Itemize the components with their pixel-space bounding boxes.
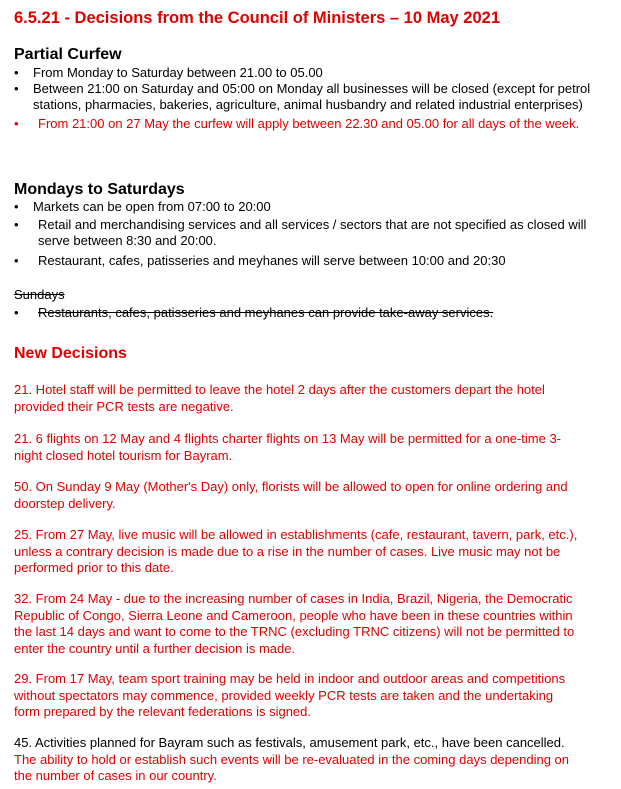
list-item: • Between 21:00 on Saturday and 05:00 on Monday all businesses will be closed (except for petrol stations, pharmacies, bakeries, agriculture, animal husbandry and related industrial enterprises) [14, 81, 591, 112]
new-decisions-title: New Decisions [14, 345, 127, 362]
mon-sat-title: Mondays to Saturdays [14, 181, 185, 198]
bullet-icon: • [14, 65, 19, 80]
page-title: 6.5.21 - Decisions from the Council of Ministers – 10 May 2021 [14, 9, 501, 27]
bullet-icon: • [14, 305, 19, 320]
decision-paragraph: 21. 6 flights on 12 May and 4 flights charter flights on 13 May will be permitted for a one-time 3-night closed hotel tourism for Bayram. [14, 431, 561, 463]
bullet-icon: • [14, 217, 19, 232]
list-item: • From Monday to Saturday between 21.00 to 05.00 [14, 65, 323, 80]
decision-text-black: 45. Activities planned for Bayram such as festivals, amusement park, etc., have been cancelled. [14, 735, 565, 750]
bullet-icon: • [14, 116, 19, 131]
decision-paragraph: 21. Hotel staff will be permitted to leave the hotel 2 days after the customers depart the hotel provided their PCR tests are negative. [14, 382, 545, 414]
new-decisions-title-wrap [14, 344, 601, 363]
decision-text-red: The ability to hold or establish such events will be re-evaluated in the coming days depending on the number of cases in our country. [14, 751, 570, 783]
list-item: • From 21:00 on 27 May the curfew will apply between 22.30 and 05.00 for all days of the week. [14, 116, 580, 131]
list-item: • Restaurants, cafes, patisseries and meyhanes can provide take-away services. [14, 305, 494, 320]
decision-paragraph-last [14, 735, 581, 785]
decision-paragraph: 25. From 27 May, live music will be allowed in establishments (cafe, restaurant, tavern, park, etc.), unless a contrary decision is made due to a rise in the number of cases. Live music may not be performed prior to this date. [14, 527, 578, 575]
list-item: • Retail and merchandising services and all services / sectors that are not specified as closed will serve between 8:30 and 20:00. [14, 217, 587, 248]
list-item: • Markets can be open from 07:00 to 20:00 [14, 199, 271, 214]
decision-paragraph: 50. On Sunday 9 May (Mother's Day) only, florists will be allowed to open for online ordering and doorstep delivery. [14, 479, 568, 511]
partial-curfew-title: Partial Curfew [14, 46, 122, 63]
mon-sat-section [14, 180, 601, 269]
sundays-title: Sundays [14, 287, 65, 302]
sundays-section [14, 287, 601, 321]
partial-curfew-section [14, 45, 601, 132]
bullet-icon: • [14, 253, 19, 268]
decision-paragraph: 29. From 17 May, team sport training may be held in indoor and outdoor areas and competitions without spectators may commence, provided weekly PCR tests are taken and the undertaking form prepared by the relevant federations is signed. [14, 671, 566, 719]
bullet-icon: • [14, 199, 19, 214]
decision-paragraph: 32. From 24 May - due to the increasing number of cases in India, Brazil, Nigeria, the Democratic Republic of Congo, Sierra Leone and Cameroon, people who have been in these countries within the last 14 days and want to come to the TRNC (excluding TRNC citizens) will not be permitted to enter the country until a further decision is made. [14, 591, 575, 656]
list-item: • Restaurant, cafes, patisseries and meyhanes will serve between 10:00 and 20:30 [14, 253, 506, 268]
bullet-icon: • [14, 81, 19, 96]
